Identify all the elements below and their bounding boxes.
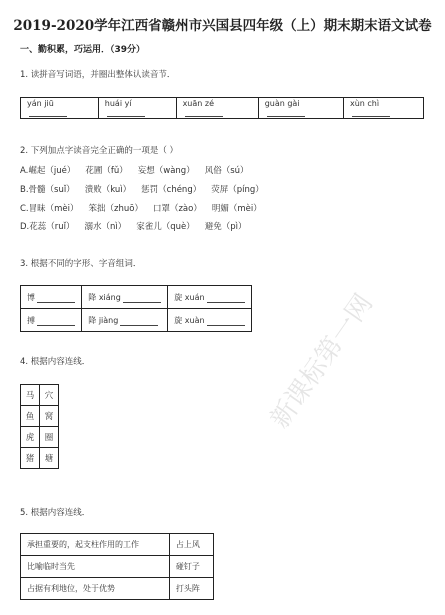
page-title: 2019-2020学年江西省赣州市兴国县四年级（上）期末期末语文试卷 <box>13 18 432 34</box>
match-cell: 穴 <box>40 385 59 406</box>
match-table-idioms <box>20 533 214 600</box>
match-cell: 碰钉子 <box>169 556 213 578</box>
word-cell: 博 <box>21 286 82 309</box>
watermark: 新课标第一网 <box>264 288 380 434</box>
pinyin-cell: xùn chì <box>343 98 423 119</box>
option-d: D.花蕊（ruǐ） 溺水（nì） 家雀儿（què） 避免（pì） <box>20 222 247 232</box>
option-a: A.崛起（jué） 花圃（fǔ） 妄想（wàng） 风俗（sú） <box>20 166 249 176</box>
match-cell: 猪 <box>21 448 40 469</box>
pinyin-table <box>20 97 424 119</box>
question-3: 3. 根据不同的字形、字音组词． <box>20 259 142 269</box>
match-cell: 占据有利地位，处于优势 <box>21 578 170 600</box>
word-cell: 降 xiáng <box>82 286 168 309</box>
question-2: 2. 下列加点字读音完全正确的一项是（ ） <box>20 146 179 156</box>
word-cell: 旋 xuán <box>168 286 252 309</box>
option-c: C.冒昧（mèi） 笨拙（zhuō） 口罩（zào） 明媚（mèi） <box>20 204 262 214</box>
option-b: B.骨髓（suǐ） 溃败（kuì） 惩罚（chéng） 荧屏（píng） <box>20 185 264 195</box>
word-table <box>20 285 252 332</box>
section-heading: 一、勤积累，巧运用．（39分） <box>20 45 146 55</box>
match-cell: 鱼 <box>21 406 40 427</box>
question-1: 1. 读拼音写词语，并圈出整体认读音节． <box>20 70 176 80</box>
pinyin-cell: guàn gài <box>258 98 343 119</box>
question-5: 5. 根据内容连线． <box>20 508 91 518</box>
match-cell: 虎 <box>21 427 40 448</box>
match-cell: 圈 <box>40 427 59 448</box>
pinyin-cell: xuān zé <box>176 98 258 119</box>
word-cell: 降 jiàng <box>82 309 168 332</box>
pinyin-cell: huái yí <box>98 98 176 119</box>
pinyin-cell: yán jiū <box>21 98 99 119</box>
match-cell: 马 <box>21 385 40 406</box>
match-cell: 塘 <box>40 448 59 469</box>
match-cell: 打头阵 <box>169 578 213 600</box>
match-cell: 比喻临时当先 <box>21 556 170 578</box>
match-cell: 承担重要的，起支柱作用的工作 <box>21 534 170 556</box>
match-table-animals <box>20 384 59 469</box>
word-cell: 搏 <box>21 309 82 332</box>
word-cell: 旋 xuàn <box>168 309 252 332</box>
match-cell: 窝 <box>40 406 59 427</box>
match-cell: 占上风 <box>169 534 213 556</box>
question-4: 4. 根据内容连线． <box>20 357 91 367</box>
